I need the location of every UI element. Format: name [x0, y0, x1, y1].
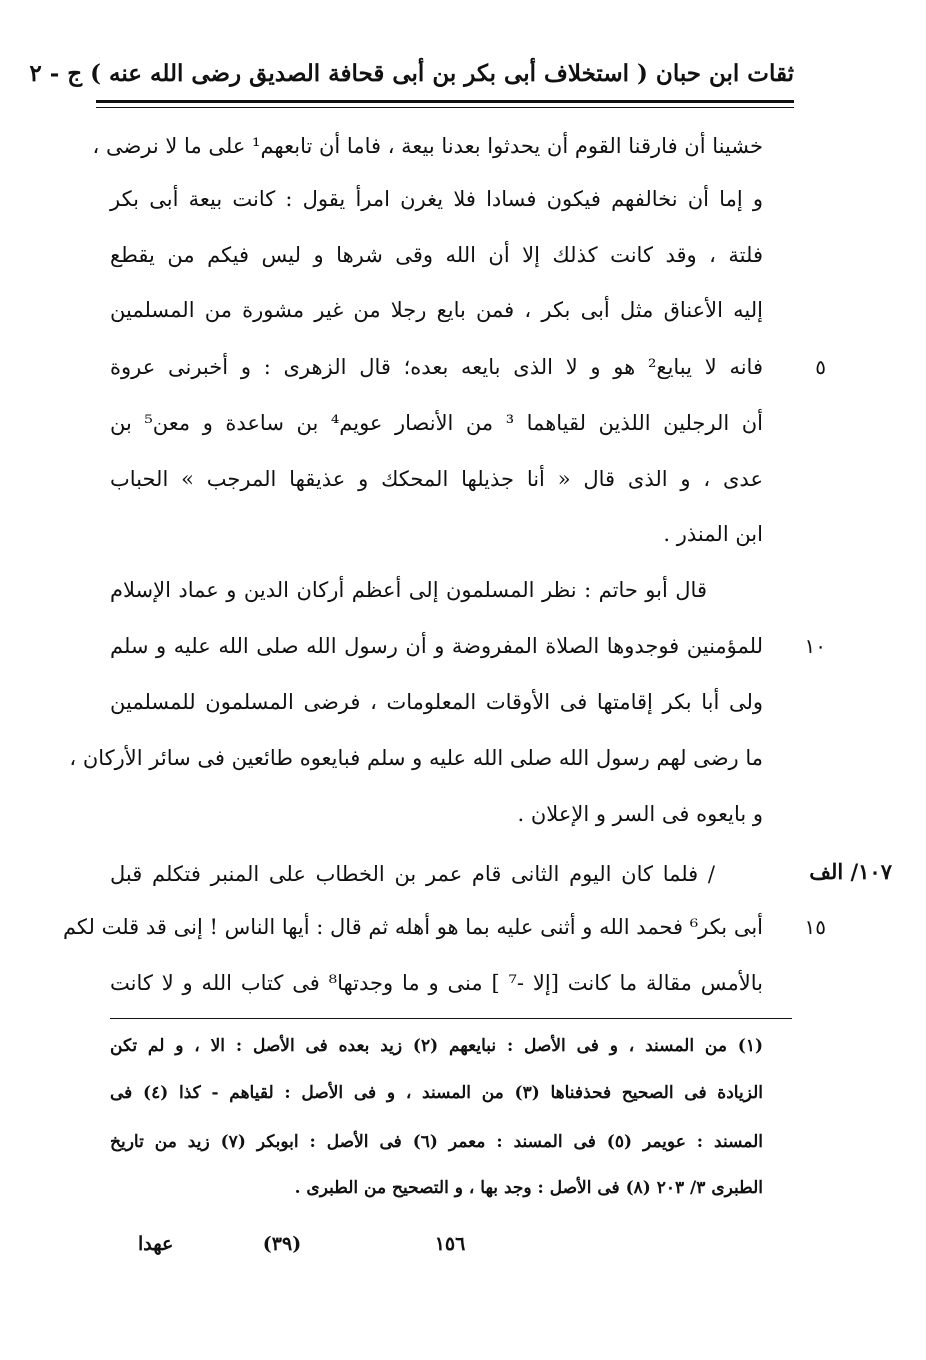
- page-number: ١٥٦: [434, 1233, 466, 1255]
- text-line-8: ابن المنذر .: [663, 522, 763, 546]
- text-line-16: بالأمس مقالة ما كانت [إلا -⁷ ] منى و ما وجدتها⁸ فى كتاب الله و لا كانت: [110, 971, 763, 995]
- margin-folio-note: ١٠٧/ الف: [809, 859, 892, 884]
- text-line-10: للمؤمنين فوجدوها الصلاة المفروضة و أن رسول الله صلى الله عليه و سلم: [110, 634, 763, 658]
- text-line-11: ولى أبا بكر إقامتها فى الأوقات المعلومات ، فرضى المسلمون للمسلمين: [110, 690, 764, 714]
- line-number-15: ١٥: [804, 915, 826, 939]
- footnote-line-2: الزيادة فى الصحيح فحذفناها (٣) من المسند ، و فى الأصل : لقياهم - كذا (٤) فى: [110, 1083, 763, 1103]
- text-line-5: فانه لا يبايع² هو و لا الذى بايعه بعده؛ قال الزهرى : و أخبرنى عروة: [110, 355, 763, 379]
- catchword: عهدا: [138, 1233, 174, 1255]
- text-line-4: إليه الأعناق مثل أبى بكر ، فمن بايع رجلا من غير مشورة من المسلمين: [110, 298, 763, 322]
- text-line-6: أن الرجلين اللذين لقياهما ³ من الأنصار عويم⁴ بن ساعدة و معن⁵ بن: [110, 411, 763, 435]
- header-rule-thin: [96, 107, 794, 108]
- text-line-7: عدى ، و الذى قال « أنا جذيلها المحكك و عذيقها المرجب » الحباب: [110, 467, 763, 491]
- footnote-line-3: المسند : عويمر (٥) فى المسند : معمر (٦) فى الأصل : ابوبكر (٧) زيد من تاريخ: [110, 1132, 763, 1152]
- text-line-2: و إما أن نخالفهم فيكون فسادا فلا يغرن امرأ يقول : كانت بيعة أبى بكر: [110, 187, 763, 211]
- signature-mark: (٣٩): [262, 1233, 302, 1255]
- footnote-line-1: (١) من المسند ، و فى الأصل : نبايعهم (٢) زيد بعده فى الأصل : الا ، و لم تكن: [110, 1036, 763, 1056]
- header-rule-thick: [96, 100, 794, 103]
- running-header: ثقات ابن حبان ( استخلاف أبى بكر بن أبى قحافة الصديق رضى الله عنه ) ج - ٢: [29, 60, 794, 87]
- text-line-12: ما رضى لهم رسول الله صلى الله عليه و سلم فبايعوه طائعين فى سائر الأركان ،: [69, 746, 763, 770]
- line-number-10: ١٠: [804, 634, 826, 658]
- text-line-13: و بايعوه فى السر و الإعلان .: [517, 802, 763, 826]
- footnote-rule: [110, 1018, 792, 1019]
- line-number-5: ٥: [815, 355, 826, 379]
- text-line-9: قال أبو حاتم : نظر المسلمون إلى أعظم أركان الدين و عماد الإسلام: [110, 578, 707, 602]
- footnote-line-4: الطبرى ٣/ ٢٠٣ (٨) فى الأصل : وجد بها ، و التصحيح من الطبرى .: [294, 1178, 763, 1198]
- text-line-1: خشينا أن فارقنا القوم أن يحدثوا بعدنا بيعة ، فاما أن تابعهم¹ على ما لا نرضى ،: [92, 134, 763, 158]
- text-line-15: أبى بكر⁶ فحمد الله و أثنى عليه بما هو أهله ثم قال : أيها الناس ! إنى قد قلت لكم: [62, 915, 763, 939]
- text-line-14: / فلما كان اليوم الثانى قام عمر بن الخطاب على المنبر فتكلم قبل: [110, 862, 715, 886]
- text-line-3: فلتة ، وقد كانت كذلك إلا أن الله وقى شرها و ليس فيكم من يقطع: [110, 243, 763, 267]
